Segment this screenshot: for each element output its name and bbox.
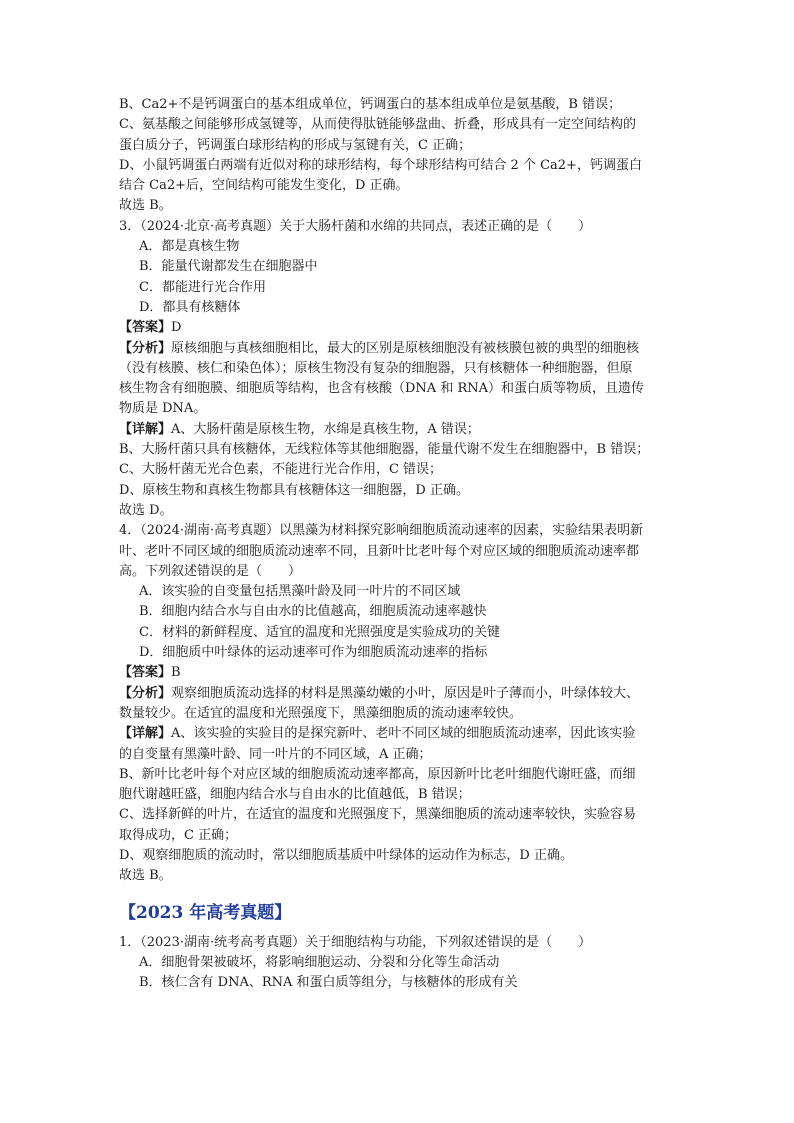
answer-line: [119, 663, 679, 683]
option-c: C．都能进行光合作用: [139, 279, 266, 295]
option-d: D．都具有核糖体: [139, 299, 241, 315]
option-a: A．都是真核生物: [139, 239, 240, 255]
detail-tag: 【详解】: [119, 421, 172, 437]
document-body: [119, 95, 679, 993]
question-stem: 4．（2024·湖南·高考真题）以黑藻为材料探究影响细胞质流动速率的因素，实验结果表明新: [119, 523, 644, 539]
detail-text: D、观察细胞质的流动时，常以细胞质基质中叶绿体的运动作为标志，D 正确。: [119, 847, 573, 863]
question-stem: 叶、老叶不同区域的细胞质流动速率不同，且新叶比老叶每个对应区域的细胞质流动速率都: [119, 543, 640, 559]
answer-value: B: [171, 665, 181, 681]
question-2023-1: [119, 933, 679, 994]
text-line: 结合 Ca2+后，空间结构可能发生变化，D 正确。: [119, 178, 409, 194]
option-a: A．该实验的自变量包括黑藻叶龄及同一叶片的不同区域: [139, 584, 461, 600]
detail-tag: 【详解】: [119, 726, 172, 742]
option-a: A．细胞骨架被破坏，将影响细胞运动、分裂和分化等生命活动: [139, 954, 500, 970]
option-d: D．细胞质中叶绿体的运动速率可作为细胞质流动速率的指标: [139, 645, 488, 661]
detail-text: B、大肠杆菌只具有核糖体，无线粒体等其他细胞器，能量代谢不发生在细胞器中，B 错误；: [119, 442, 650, 458]
detail-text: C、选择新鲜的叶片，在适宜的温度和光照强度下，黑藻细胞质的流动速率较快，实验容易: [119, 807, 636, 823]
text-line: 故选 B。: [119, 198, 172, 214]
detail-text: A、该实验的实验目的是探究新叶、老叶不同区域的细胞质流动速率，因此该实验: [171, 726, 636, 742]
detail-text: 的自变量有黑藻叶龄、同一叶片的不同区域，A 正确；: [119, 746, 432, 762]
detail-line: [119, 724, 679, 744]
option-b: B．能量代谢都发生在细胞器中: [139, 259, 318, 275]
text-line: C、氨基酸之间能够形成氢键等，从而使得肽链能够盘曲、折叠，形成具有一定空间结构的: [119, 117, 636, 133]
detail-line: [119, 420, 679, 440]
analysis-line: [119, 684, 679, 704]
text-line: B、Ca2+不是钙调蛋白的基本组成单位，钙调蛋白的基本组成单位是氨基酸，B 错误；: [119, 97, 622, 112]
analysis-text: 原核细胞与真核细胞相比，最大的区别是原核细胞没有被核膜包被的典型的细胞核: [171, 340, 640, 356]
detail-text: 取得成功，C 正确；: [119, 827, 238, 843]
detail-text: 故选 B。: [119, 868, 172, 884]
option-c: C．材料的新鲜程度、适宜的温度和光照强度是实验成功的关键: [139, 624, 500, 640]
question-4: [119, 521, 679, 886]
text-line: 蛋白质分子，钙调蛋白球形结构的形成与氢键有关，C 正确；: [119, 137, 472, 153]
analysis-text: 物质是 DNA。: [119, 401, 207, 417]
text-line: D、小鼠钙调蛋白两端有近似对称的球形结构，每个球形结构可结合 2 个 Ca2+，钙调蛋白: [119, 157, 642, 173]
detail-text: A、大肠杆菌是原核生物，水绵是真核生物，A 错误；: [171, 421, 480, 437]
section-heading-2023: 【2023 年高考真题】: [119, 902, 292, 923]
analysis-text: 数量较少。在适宜的温度和光照强度下，黑藻细胞质的流动速率较快。: [119, 705, 523, 721]
question-stem: 1．（2023·湖南·统考高考真题）关于细胞结构与功能，下列叙述错误的是（ ）: [119, 934, 592, 950]
analysis-line: [119, 339, 679, 359]
detail-text: D、原核生物和真核生物都具有核糖体这一细胞器，D 正确。: [119, 482, 469, 498]
answer-value: D: [171, 320, 182, 336]
answer-tag: 【答案】: [119, 320, 172, 336]
option-b: B．细胞内结合水与自由水的比值越高，细胞质流动速率越快: [139, 604, 487, 620]
question-stem: 3．（2024·北京·高考真题）关于大肠杆菌和水绵的共同点，表述正确的是（ ）: [119, 218, 592, 234]
analysis-text: 观察细胞质流动选择的材料是黑藻幼嫩的小叶，原因是叶子薄而小，叶绿体较大、: [171, 685, 640, 701]
detail-text: B、新叶比老叶每个对应区域的细胞质流动速率都高，原因新叶比老叶细胞代谢旺盛，而细: [119, 766, 636, 782]
answer-tag: 【答案】: [119, 665, 172, 681]
analysis-text: （没有核膜、核仁和染色体）；原核生物没有复杂的细胞器，只有核糖体一种细胞器，但原: [119, 360, 633, 376]
analysis-text: 核生物含有细胞膜、细胞质等结构，也含有核酸（DNA 和 RNA）和蛋白质等物质，且遗传: [119, 381, 645, 397]
question-3: [119, 217, 679, 521]
analysis-tag: 【分析】: [119, 340, 172, 356]
detail-text: 胞代谢越旺盛，细胞内结合水与自由水的比值越低，B 错误；: [119, 787, 471, 803]
detail-text: C、大肠杆菌无光合色素，不能进行光合作用，C 错误；: [119, 462, 443, 478]
detail-text: 故选 D。: [119, 502, 173, 518]
option-b: B．核仁含有 DNA、RNA 和蛋白质等组分，与核糖体的形成有关: [139, 975, 518, 991]
prev-question-explanation: [119, 95, 679, 217]
answer-line: [119, 318, 679, 338]
question-stem: 高。下列叙述错误的是（ ）: [119, 563, 302, 579]
analysis-tag: 【分析】: [119, 685, 172, 701]
